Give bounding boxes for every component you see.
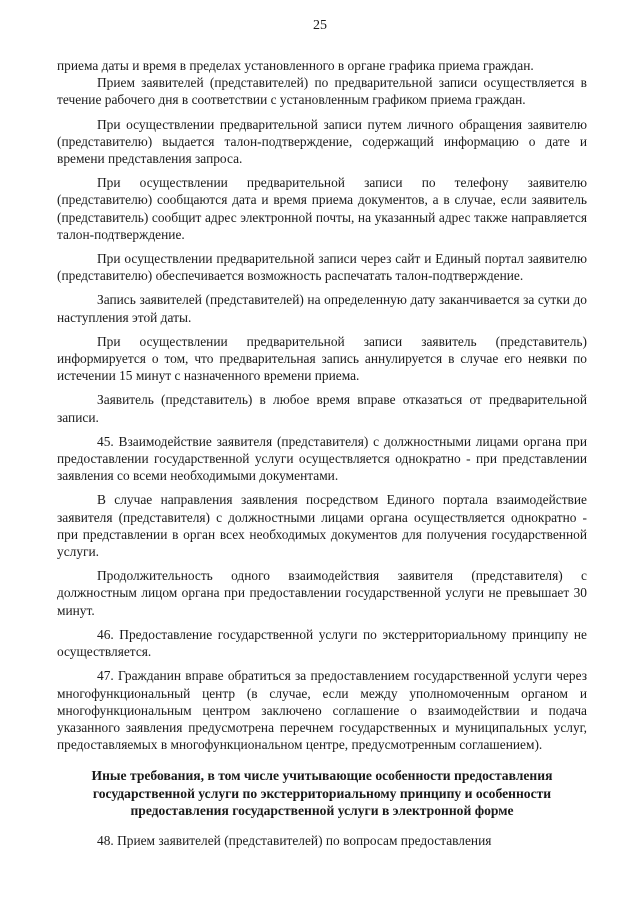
paragraph: При осуществлении предварительной записи заявитель (представитель) информируется о том, что предварительная запись аннулируется в случае его неявки по истечении 15 минут с назначенного времени приема.	[57, 333, 587, 384]
paragraph-item-48: 48. Прием заявителей (представителей) по вопросам предоставления	[97, 832, 492, 848]
paragraph: Заявитель (представитель) в любое время вправе отказаться от предварительной записи.	[57, 392, 587, 425]
paragraph: Прием заявителей (представителей) по предварительной записи осуществляется в течение рабочего дня в соответствии с установленным графиком приема граждан.	[57, 75, 587, 108]
paragraph: Продолжительность одного взаимодействия заявителя (представителя) с должностным лицом органа при предоставлении государственной услуги не превышает 30 минут.	[57, 568, 587, 618]
paragraph: При осуществлении предварительной записи по телефону заявителю (представителю) сообщаются дата и время приема документов, а в случае, если заявитель (представитель) сообщит адрес электронной почты, на указанный адрес также направляется талон-подтверждение.	[57, 175, 587, 242]
paragraph: приема даты и время в пределах установленного в органе графика приема граждан.	[57, 58, 534, 73]
page-number: 25	[313, 18, 327, 33]
paragraph: В случае направления заявления посредством Единого портала взаимодействие заявителя (представителя) с должностными лицами органа осуществляется однократно - при представлении в орган всех необходимых документов для получения государственной услуги.	[57, 492, 587, 560]
paragraph-item-46: 46. Предоставление государственной услуги по экстерриториальному принципу не осуществляется.	[57, 626, 587, 660]
paragraph-item-47: 47. Гражданин вправе обратиться за предоставлением государственной услуги через многофункциональный центр (в случае, если между уполномоченным органом и многофункциональным центром заключено соглашение о взаимодействии и подача указанного заявления предусмотрена перечнем государственных и муниципальных услуг, предоставляемых в многофункциональном центре, предусмотренным соглашением).	[57, 668, 587, 753]
paragraph: При осуществлении предварительной записи путем личного обращения заявителю (представителю) выдается талон-подтверждение, содержащий информацию о дате и времени представления запроса.	[57, 116, 587, 167]
paragraph: При осуществлении предварительной записи через сайт и Единый портал заявителю (представителю) обеспечивается возможность распечатать талон-подтверждение.	[57, 251, 587, 284]
document-body	[57, 57, 587, 849]
paragraph: Запись заявителей (представителей) на определенную дату заканчивается за сутки до наступления этой даты.	[57, 292, 587, 325]
paragraph-item-45: 45. Взаимодействие заявителя (представителя) с должностными лицами органа при предоставлении государственной услуги осуществляется однократно - при представлении заявления со всеми необходимыми документами.	[57, 433, 587, 484]
section-heading: Иные требования, в том числе учитывающие особенности предоставления государственной услуги по экстерриториальному принципу и особенности предоставления государственной услуги в электронной форме	[91, 768, 553, 819]
